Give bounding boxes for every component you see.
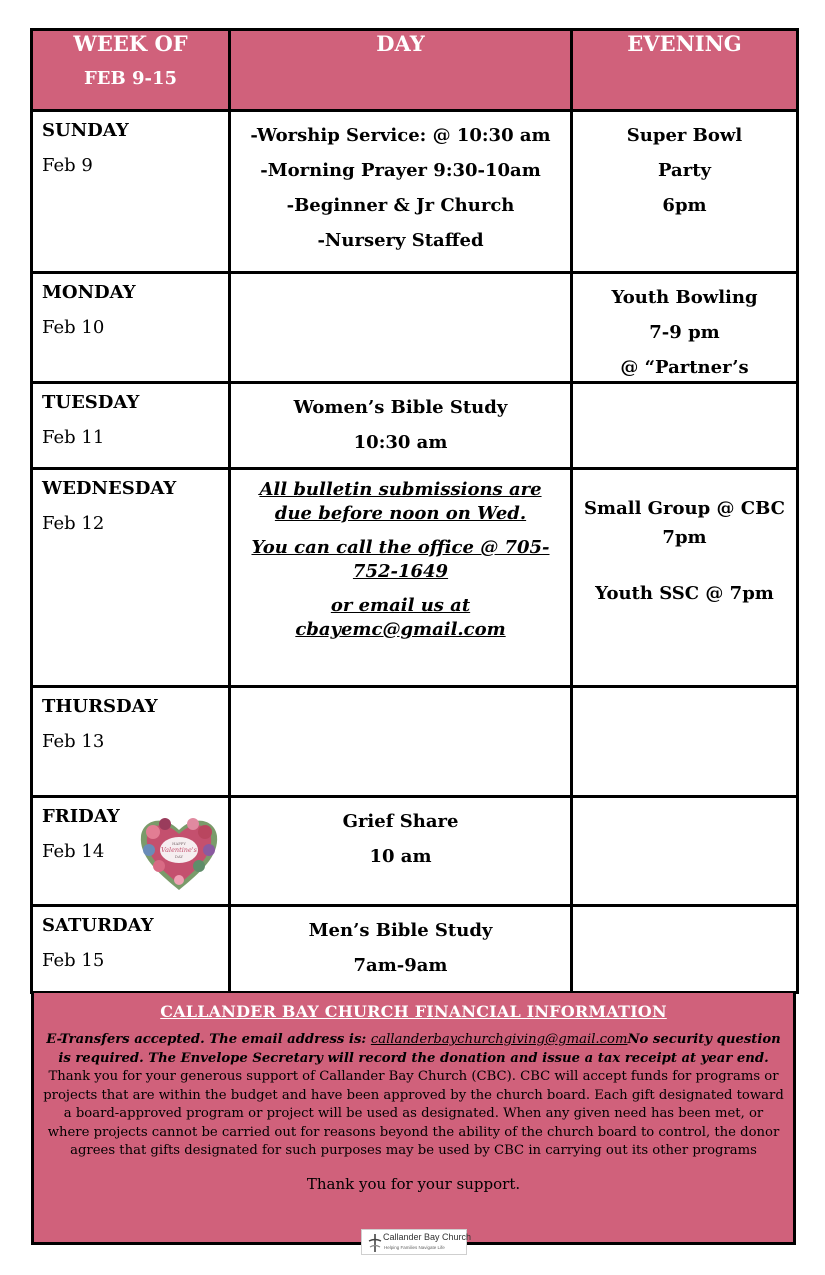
evening-activities-cell bbox=[572, 797, 798, 906]
evening-item: @ “Partner’s bbox=[620, 357, 749, 378]
day-name: SUNDAY bbox=[42, 120, 129, 141]
evening-activities-cell bbox=[572, 273, 798, 383]
svg-text:HAPPY: HAPPY bbox=[172, 841, 186, 846]
day-name: THURSDAY bbox=[42, 696, 158, 717]
etransfer-intro: E-Transfers accepted. The email address is: bbox=[46, 1032, 371, 1047]
week-header-cell bbox=[32, 30, 230, 111]
church-logo-tagline: Helping Families Navigate Life bbox=[384, 1245, 445, 1250]
day-activities-cell bbox=[230, 383, 572, 469]
evening-activities-cell bbox=[572, 111, 798, 273]
day-date: Feb 10 bbox=[42, 317, 105, 338]
activity-item: Men’s Bible Study bbox=[308, 920, 493, 941]
evening-item: 7pm bbox=[662, 527, 707, 548]
giving-email-link[interactable]: callanderbaychurchgiving@gmail.com bbox=[370, 1032, 628, 1047]
office-phone-note: You can call the office @ 705-752-1649 bbox=[251, 537, 550, 582]
activity-item: 7am-9am bbox=[353, 955, 448, 976]
svg-text:DAY: DAY bbox=[174, 854, 184, 859]
activity-item: -Nursery Staffed bbox=[317, 230, 484, 251]
day-cell bbox=[32, 111, 230, 273]
activity-item: Grief Share bbox=[342, 811, 459, 832]
bulletin-note: All bulletin submissions are due before noon on Wed. bbox=[259, 479, 542, 524]
activity-item: -Morning Prayer 9:30-10am bbox=[260, 160, 541, 181]
activity-item: 10 am bbox=[369, 846, 432, 867]
church-logo bbox=[361, 1229, 472, 1255]
activity-item: 10:30 am bbox=[353, 432, 448, 453]
financial-policy-text: Thank you for your generous support of Callander Bay Church (CBC). CBC will accept funds for programs or projects that are within the budget and have been approved by the church board. Each gift designated toward a board-approved program or project will be used as designated. When any given need has been met, or where projects cannot be carried out for reasons beyond the ability of the church board to control, the donor agrees that gifts designated for such purposes may be used by CBC in carrying out its other programs bbox=[43, 1069, 784, 1158]
evening-item: Small Group @ CBC bbox=[584, 498, 785, 519]
activity-item: -Worship Service: @ 10:30 am bbox=[250, 125, 551, 146]
day-activities-cell bbox=[230, 469, 572, 687]
day-date: Feb 13 bbox=[42, 731, 105, 752]
day-name: SATURDAY bbox=[42, 915, 154, 936]
week-range: FEB 9-15 bbox=[83, 68, 178, 89]
evening-item: 6pm bbox=[662, 195, 707, 216]
activity-item: Women’s Bible Study bbox=[293, 397, 508, 418]
schedule-header-row bbox=[32, 30, 798, 111]
thank-you-text: Thank you for your support. bbox=[306, 1174, 521, 1193]
evening-activities-cell bbox=[572, 906, 798, 993]
financial-info-body bbox=[42, 1031, 785, 1161]
day-name: WEDNESDAY bbox=[42, 478, 177, 499]
day-cell bbox=[32, 469, 230, 687]
day-name: FRIDAY bbox=[42, 806, 120, 827]
financial-info-title: CALLANDER BAY CHURCH FINANCIAL INFORMATION bbox=[160, 1002, 667, 1021]
evening-activities-cell bbox=[572, 383, 798, 469]
day-activities-cell bbox=[230, 687, 572, 797]
day-date: Feb 14 bbox=[42, 841, 105, 862]
evening-item: Youth SSC @ 7pm bbox=[595, 583, 774, 604]
church-logo-name: Callander Bay Church bbox=[383, 1232, 472, 1242]
schedule-row-saturday bbox=[32, 906, 798, 993]
schedule-row-monday bbox=[32, 273, 798, 383]
evening-activities-cell bbox=[572, 469, 798, 687]
day-cell bbox=[32, 906, 230, 993]
church-logo-mark-icon bbox=[367, 1233, 383, 1253]
day-date: Feb 9 bbox=[42, 155, 93, 176]
evening-activities-cell bbox=[572, 687, 798, 797]
day-activities-cell bbox=[230, 111, 572, 273]
day-cell bbox=[32, 273, 230, 383]
day-activities-cell bbox=[230, 906, 572, 993]
day-name: MONDAY bbox=[42, 282, 136, 303]
evening-item: Youth Bowling bbox=[611, 287, 758, 308]
day-date: Feb 12 bbox=[42, 513, 105, 534]
schedule-row-thursday bbox=[32, 687, 798, 797]
etransfer-details: No security question is required. The Envelope Secretary will record the donation and issue a tax receipt at year end. bbox=[58, 1032, 781, 1066]
day-cell bbox=[32, 383, 230, 469]
schedule-row-wednesday bbox=[32, 469, 798, 687]
valentine-heart-icon bbox=[137, 812, 221, 894]
day-date: Feb 15 bbox=[42, 950, 105, 971]
activity-item: -Beginner & Jr Church bbox=[286, 195, 515, 216]
week-label: WEEK OF bbox=[73, 31, 188, 56]
day-activities-cell bbox=[230, 797, 572, 906]
evening-item: 7-9 pm bbox=[649, 322, 720, 343]
schedule-row-sunday bbox=[32, 111, 798, 273]
financial-info-box bbox=[31, 993, 796, 1245]
day-name: TUESDAY bbox=[42, 392, 140, 413]
svg-text:Valentine's: Valentine's bbox=[161, 846, 197, 854]
evening-item: Party bbox=[658, 160, 711, 181]
day-activities-cell bbox=[230, 273, 572, 383]
evening-column-header: EVENING bbox=[572, 30, 798, 111]
day-date: Feb 11 bbox=[42, 427, 105, 448]
day-cell bbox=[32, 687, 230, 797]
schedule-row-tuesday bbox=[32, 383, 798, 469]
day-column-header: DAY bbox=[230, 30, 572, 111]
evening-item: Super Bowl bbox=[626, 125, 743, 146]
office-email-note: or email us at cbayemc@gmail.com bbox=[295, 595, 506, 640]
